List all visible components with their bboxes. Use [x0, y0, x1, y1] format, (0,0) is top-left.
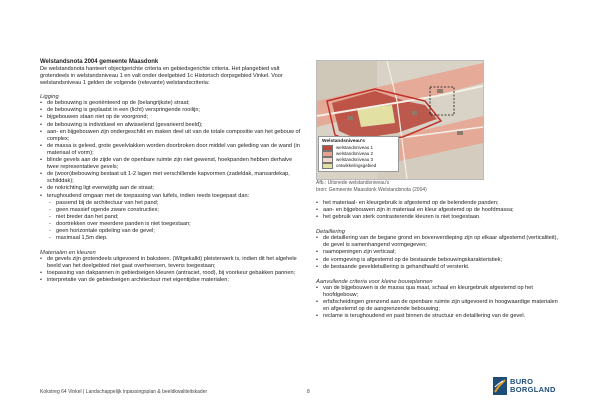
map-caption	[316, 180, 427, 193]
ligging-list	[40, 100, 302, 199]
list-item: - maximaal 1,5m diep.	[47, 235, 302, 242]
detaillering-list	[316, 235, 564, 270]
legend-swatch	[322, 145, 333, 151]
list-item: - geen massief ogende zware constructies;	[47, 207, 302, 214]
list-item: • raamopeningen zijn verticaal;	[316, 249, 564, 256]
legend-label: welstandsniveau 1	[336, 145, 374, 150]
list-item: • de bebouwing is individueel en afwisselend (gevarieerd beeld);	[40, 122, 302, 129]
footer-text: Kokstreg 64 Vinkel | Landschappelijk inpassingsplan & beeldkwaliteitskader	[40, 389, 208, 395]
legend-item	[322, 163, 395, 169]
list-item: • het gebruik van sterk contrasterende kleuren is niet toegestaan.	[316, 214, 564, 221]
caption-line: Afb.: Uitsnede welstandsniveau's	[316, 180, 390, 186]
luifel-list	[47, 200, 302, 243]
list-item: - geen horizontale opdeling van de gevel;	[47, 228, 302, 235]
list-item: • blinde gevels aan de zijde van de openbare ruimte zijn niet gewenst, hoekpanden hebben derhalve twee representatieve gevels;	[40, 157, 302, 171]
kleine-bouwplannen-list	[316, 285, 564, 320]
list-item: • de bebouwing is geplaatst in een (licht) verspringende rooilijn;	[40, 107, 302, 114]
detaillering-heading: Detaillering	[316, 229, 345, 236]
ligging-heading: Ligging	[40, 94, 59, 101]
kleine-bouwplannen-heading: Aanvullende criteria voor kleine bouwplannen	[316, 278, 433, 285]
list-item: • de nokrichting ligt evenwijdig aan de straat;	[40, 185, 302, 192]
left-column	[40, 59, 302, 285]
legend-swatch	[322, 151, 333, 157]
map-legend	[318, 136, 399, 172]
section-title: Welstandsnota 2004 gemeente Maasdonk	[40, 59, 159, 65]
intro-paragraph: De welstandsnota hanteert objectgerichte criteria en gebiedsgerichte criteria. Het plangebied valt grotendeels in welstandsniveau 1 en valt onder deelgebied 1c Historisch dorpsgebied Vinkel. Voor welstandsniveau 1 gelden de volgende (relevante) welstandscriteria:	[40, 66, 283, 87]
logo-line: BORGLAND	[510, 385, 556, 394]
list-item: • aan- en bijgebouwen zijn ondergeschikt en maken deel uit van de totale compositie van het gebouw of complex;	[40, 129, 302, 143]
legend-swatch	[322, 157, 333, 163]
logo-icon	[493, 377, 507, 395]
materialen-heading: Materialen en kleuren	[40, 250, 96, 257]
list-item: • aan- en bijgebouwen zijn in materiaal en kleur afgestemd op de hoofdmassa;	[316, 207, 564, 214]
logo-line: BURO	[510, 377, 534, 386]
list-item: • terughoudend omgaan met de toepassing van luifels, indien reeds toegepast dan:	[40, 193, 302, 200]
materialen-list	[40, 256, 302, 284]
list-item: - doortrekken over meerdere panden is niet toegestaan;	[47, 221, 302, 228]
legend-label: ontwikkelingsgebied	[336, 163, 377, 168]
materialen-continued-list	[316, 200, 564, 221]
legend-label: welstandsniveau 2	[336, 151, 374, 156]
buro-borgland-logo	[493, 377, 556, 395]
legend-title: Welstandsniveau's	[322, 139, 365, 144]
list-item: • de detaillering van de begane grond en bovenverdieping zijn op elkaar afgestemd (verticaliteit), de gevel is samenhangend vormgegeven;	[316, 235, 564, 249]
legend-label: welstandsniveau 3	[336, 157, 374, 162]
list-item: • het materiaal- en kleurgebruik is afgestemd op de belendende panden;	[316, 200, 564, 207]
list-item: • de bebouwing is georiënteerd op de (belangrijkste) straat;	[40, 100, 302, 107]
list-item: • de (woon)bebouwing bestaat uit 1-2 lagen met verschillende kapvormen (zadeldak, mansardekap, schilddak);	[40, 171, 302, 185]
list-item: • reclame is terughoudend en past binnen de structuur en detaillering van de gevel.	[316, 313, 564, 320]
list-item: - passend bij de architectuur van het pand;	[47, 200, 302, 207]
right-column	[316, 200, 564, 320]
list-item: • de vormgeving is afgestemd op de bestaande bebouwingskarakteristiek;	[316, 257, 564, 264]
list-item: • bijgebouwen staan niet op de voorgrond;	[40, 114, 302, 121]
list-item: • de gevels zijn grotendeels uitgevoerd in baksteen. (Witgekalkt) pleisterwerk is, indien dit het algehele beeld van het deelgebied niet gaat overheersen, tevens toegestaan;	[40, 256, 302, 270]
list-item: • erfafscheidingen grenzend aan de openbare ruimte zijn uitgevoerd in hoogwaardige materialen en afgestemd op de aangrenzende bebouwing;	[316, 299, 564, 313]
list-item: • de massa is geleed, grote gevelvlakken worden doorbroken door middel van geleding van de wand (in materiaal of vorm);	[40, 143, 302, 157]
legend-swatch	[322, 163, 333, 169]
page-number: 8	[307, 389, 310, 395]
list-item: • de bestaande geveldetaillering is gehandhaafd of versterkt.	[316, 264, 564, 271]
list-item: • interpretatie van de gebiedseigen architectuur met eigentijdse materialen;	[40, 277, 302, 284]
caption-source: bron: Gemeente Maasdonk Welstandsnota (2004)	[316, 186, 427, 193]
logo-text	[510, 378, 556, 394]
list-item: - niet breder dan het pand;	[47, 214, 302, 221]
list-item: • toepassing van dakpannen in gebiedseigen kleuren (antraciet, rood), bij voorkeur gebakken pannen;	[40, 270, 302, 277]
list-item: • van de bijgebouwen is de massa qua maat, schaal en kleurgebruik afgestemd op het hoofdgebouw;	[316, 285, 564, 299]
